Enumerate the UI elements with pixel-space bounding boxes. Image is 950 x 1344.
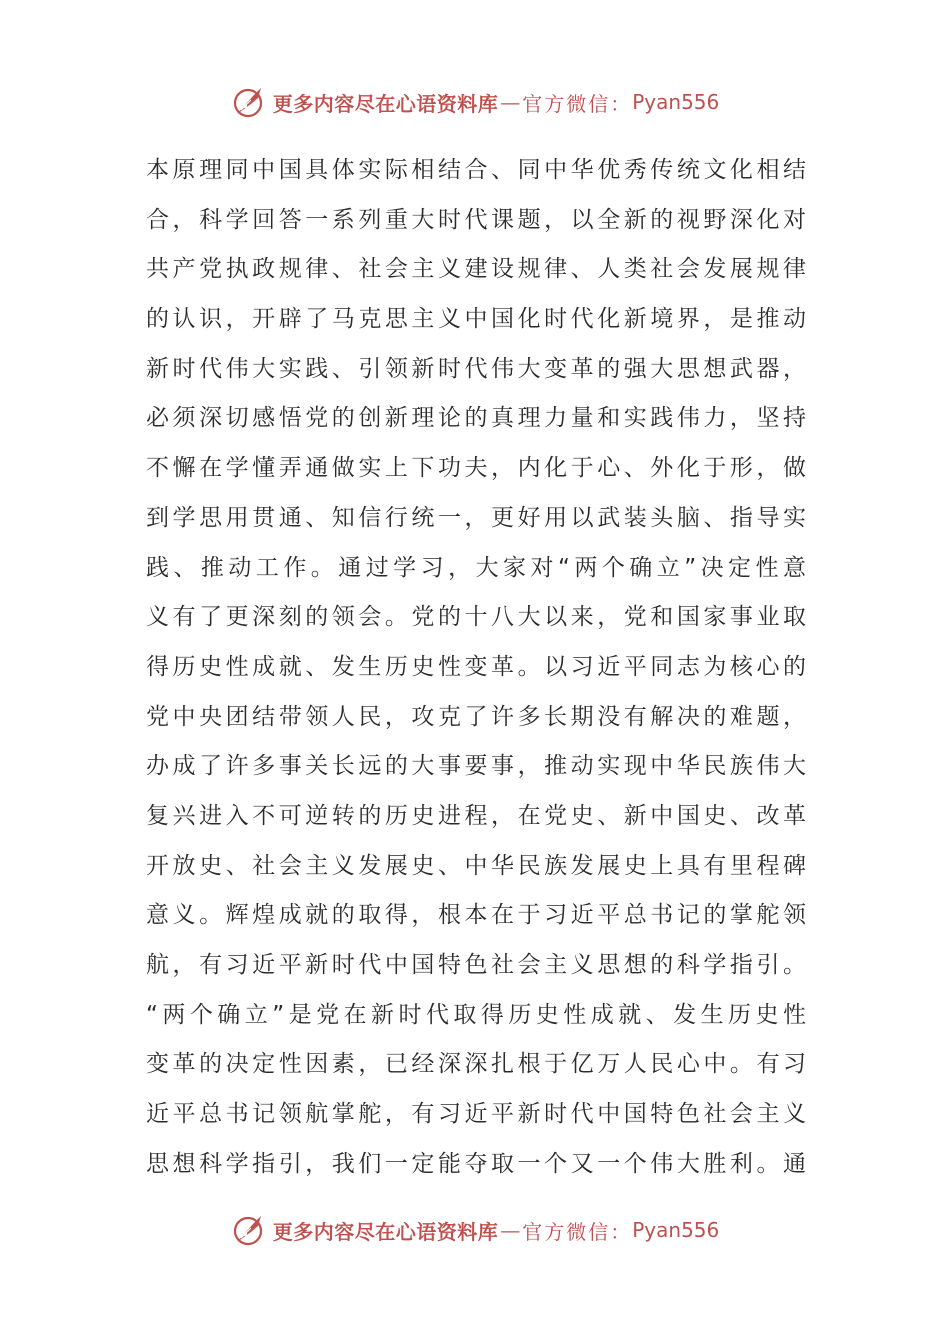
quill-pen-logo-icon [231,1212,267,1248]
text-line: 变革的决定性因素，已经深深扎根于亿万人民心中。有习 [146,1051,806,1078]
text-line: 合，科学回答一系列重大时代课题，以全新的视野深化对 [146,206,806,233]
body-text [146,146,806,1189]
text-line: 思想科学指引，我们一定能夺取一个又一个伟大胜利。通 [146,1150,806,1177]
header-banner [0,82,950,122]
quill-pen-logo-icon [231,84,267,120]
footer-brand: 更多内容尽在心语资料库 [272,1219,499,1244]
header-wechat-id: Pyan556 [632,90,720,114]
text-line: 共产党执政规律、社会主义建设规律、人类社会发展规律 [146,256,806,283]
text-line: 党中央团结带领人民，攻克了许多长期没有解决的难题， [146,703,806,730]
text-line: 新时代伟大实践、引领新时代伟大变革的强大思想武器， [146,355,806,382]
header-wechat-label: 官方微信： [522,91,633,116]
text-line: 的认识，开辟了马克思主义中国化时代化新境界，是推动 [146,306,806,333]
footer-wechat-id: Pyan556 [632,1218,720,1242]
text-line: 不懈在学懂弄通做实上下功夫，内化于心、外化于形，做 [146,455,806,482]
text-line: 必须深切感悟党的创新理论的真理力量和实践伟力，坚持 [146,405,806,432]
text-line: 意义。辉煌成就的取得，根本在于习近平总书记的掌舵领 [146,902,806,929]
text-line: 近平总书记领航掌舵，有习近平新时代中国特色社会主义 [146,1101,806,1128]
footer-wechat-label: 官方微信： [522,1219,633,1244]
text-line: 本原理同中国具体实际相结合、同中华优秀传统文化相结 [146,157,806,183]
text-line: 复兴进入不可逆转的历史进程，在党史、新中国史、改革 [146,802,806,829]
header-separator: — [500,90,521,114]
footer-separator: — [500,1218,521,1242]
text-line: 得历史性成就、发生历史性变革。以习近平同志为核心的 [146,653,806,680]
text-line: 开放史、社会主义发展史、中华民族发展史上具有里程碑 [146,852,806,879]
text-line: 办成了许多事关长远的大事要事，推动实现中华民族伟大 [146,753,806,780]
text-line: 到学思用贯通、知信行统一，更好用以武装头脑、指导实 [146,504,806,531]
header-brand: 更多内容尽在心语资料库 [272,91,499,116]
text-line: 航，有习近平新时代中国特色社会主义思想的科学指引。 [146,952,806,978]
text-line: 义有了更深刻的领会。党的十八大以来，党和国家事业取 [146,604,806,631]
footer-banner [0,1210,950,1250]
text-line: 践、推动工作。通过学习，大家对“两个确立”决定性意 [146,554,806,581]
text-line: “两个确立”是党在新时代取得历史性成就、发生历史性 [146,1001,806,1028]
